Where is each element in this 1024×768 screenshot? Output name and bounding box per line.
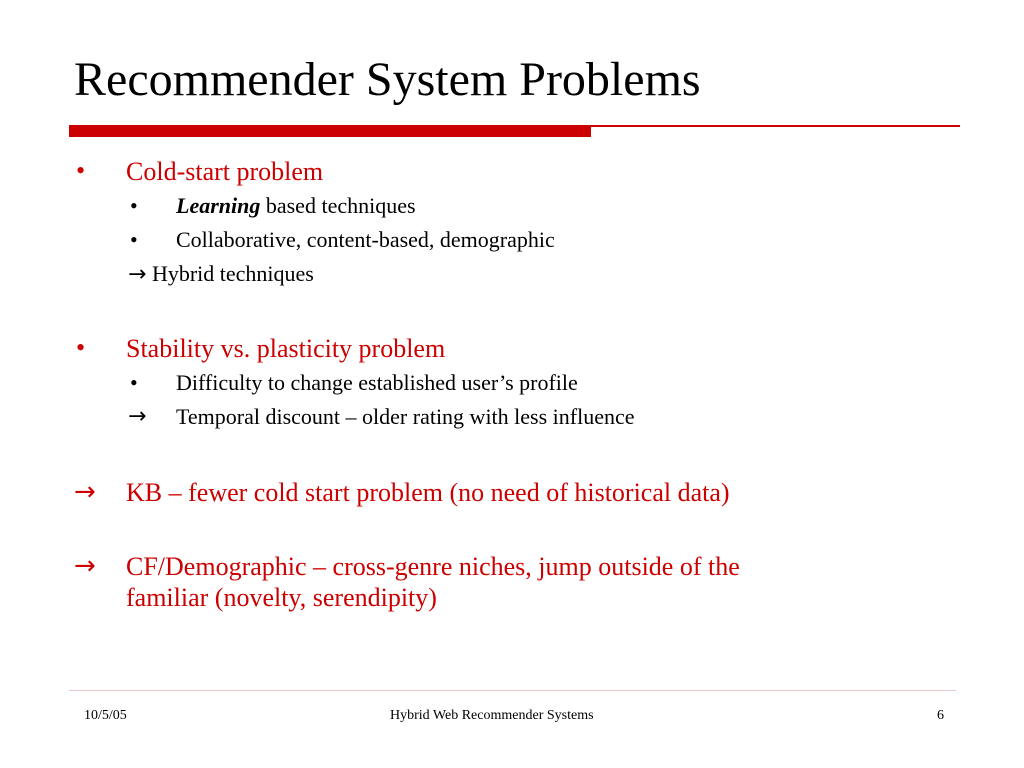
sub-item-difficulty: Difficulty to change established user’s profile — [176, 370, 578, 395]
conclusion-text: Hybrid techniques — [151, 261, 314, 286]
bullet-icon: • — [130, 370, 138, 395]
slide-title: Recommender System Problems — [74, 53, 701, 106]
sub-item-collaborative: Collaborative, content-based, demographic — [176, 227, 555, 252]
footer-title: Hybrid Web Recommender Systems — [390, 708, 594, 723]
arrow-right-icon: → — [128, 262, 147, 287]
bullet-icon: • — [130, 227, 138, 252]
list-item-cf-demographic-cont: familiar (novelty, serendipity) — [126, 583, 437, 612]
list-item-kb: KB – fewer cold start problem (no need of historical data) — [126, 478, 730, 507]
arrow-right-icon: → — [74, 477, 96, 507]
footer-date: 10/5/05 — [84, 708, 127, 723]
bullet-icon: • — [130, 193, 138, 218]
sub-item-emphasis: Learning — [176, 193, 261, 218]
list-item-cold-start: Cold-start problem — [126, 157, 324, 186]
conclusion-hybrid — [128, 261, 314, 288]
bullet-icon: • — [76, 156, 86, 185]
sub-item-learning — [176, 193, 416, 219]
list-item-stability: Stability vs. plasticity problem — [126, 334, 446, 363]
title-rule-thick — [69, 125, 591, 137]
footer-page-number: 6 — [937, 708, 944, 723]
title-rule-thin — [591, 125, 960, 127]
sub-item-temporal: Temporal discount – older rating with less influence — [176, 404, 635, 429]
list-item-cf-demographic: CF/Demographic – cross-genre niches, jump outside of the — [126, 552, 740, 581]
sub-item-text: based techniques — [260, 193, 416, 218]
bullet-icon: • — [76, 333, 86, 362]
footer-rule — [69, 690, 956, 691]
arrow-right-icon: → — [74, 551, 96, 581]
arrow-right-icon: → — [128, 404, 147, 429]
